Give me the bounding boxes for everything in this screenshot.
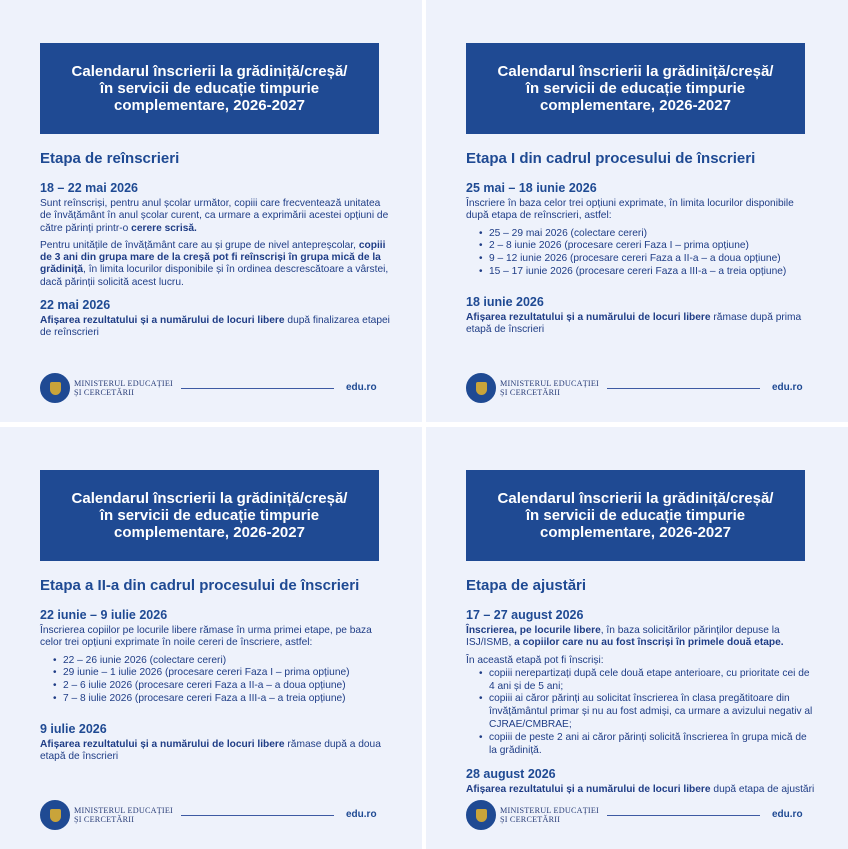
ministry-line-1: MINISTERUL EDUCAȚIEI xyxy=(74,379,173,388)
period-date: 17 – 27 august 2026 xyxy=(466,608,584,622)
description-bold-2: a copiilor care nu au fost înscriși în primele două etape. xyxy=(514,637,784,649)
stage-title: Etapa I din cadrul procesului de înscrieri xyxy=(466,150,756,167)
footer-divider xyxy=(607,815,760,816)
banner-line-3: complementare, 2026-2027 xyxy=(540,97,731,114)
card-etapa-2 xyxy=(0,427,422,849)
description-bold: cerere scrisă. xyxy=(131,222,197,234)
ministry-name xyxy=(74,807,173,824)
description xyxy=(466,625,816,650)
ministry-name xyxy=(500,380,599,397)
result-rest: după etapa de ajustări xyxy=(710,784,815,796)
eligibility-list xyxy=(466,668,816,758)
period-date: 18 – 22 mai 2026 xyxy=(40,181,138,195)
description-2-bold: copiii de 3 ani din grupa mare de la creșă pot fi reînscriși în grupa mică de la grădiniță xyxy=(40,239,386,276)
result-text xyxy=(466,312,816,337)
period-date: 25 mai – 18 iunie 2026 xyxy=(466,181,597,195)
footer-divider xyxy=(181,388,334,389)
ministry-name xyxy=(500,807,599,824)
ministry-line-2: ȘI CERCETĂRII xyxy=(74,387,135,397)
description-2-text: Pentru unitățile de învățământ care au și grupe de nivel antepreșcolar, xyxy=(40,239,359,251)
banner-line-3: complementare, 2026-2027 xyxy=(114,524,305,541)
banner-line-3: complementare, 2026-2027 xyxy=(114,97,305,114)
result-date: 22 mai 2026 xyxy=(40,298,111,313)
footer-divider xyxy=(181,815,334,816)
result-bold: Afișarea rezultatului și a numărului de locuri libere xyxy=(466,311,711,323)
card-footer xyxy=(466,373,806,407)
banner-line-2: în servicii de educație timpurie xyxy=(525,507,746,524)
card-footer xyxy=(466,800,806,834)
banner-line-1: Calendarul înscrierii la grădiniță/creșă/ xyxy=(71,63,348,80)
list-item: • 25 – 29 mai 2026 (colectare cereri) xyxy=(480,228,816,241)
site-link[interactable]: edu.ro xyxy=(346,382,377,393)
card-banner xyxy=(40,470,379,561)
banner-line-3: complementare, 2026-2027 xyxy=(540,524,731,541)
banner-line-2: în servicii de educație timpurie xyxy=(99,80,320,97)
description-text: , în baza solicitărilor părinților depuse la ISJ/ISMB, xyxy=(466,625,780,649)
card-body xyxy=(40,577,390,768)
result-text xyxy=(40,315,390,340)
description-bold: Înscrierea, pe locurile libere xyxy=(466,625,601,636)
list-item: • copiii nerepartizați după cele două etape anterioare, cu prioritate cei de 4 ani și de 5 ani; xyxy=(480,668,816,694)
list-item: • 22 – 26 iunie 2026 (colectare cereri) xyxy=(54,655,390,668)
banner-line-1: Calendarul înscrierii la grădiniță/creșă/ xyxy=(497,490,774,507)
schedule-list xyxy=(466,228,816,279)
result-date: 28 august 2026 xyxy=(466,767,556,782)
card-ajustari xyxy=(426,427,848,849)
site-link[interactable]: edu.ro xyxy=(772,809,803,820)
result-date: 18 iunie 2026 xyxy=(466,294,544,309)
description-2: În această etapă pot fi înscriși: xyxy=(466,654,604,666)
card-body xyxy=(40,150,390,345)
card-etapa-1 xyxy=(426,0,848,422)
ministry-line-2: ȘI CERCETĂRII xyxy=(74,814,135,824)
description: Înscrierea copiilor pe locurile libere rămase în urma primei etape, pe baza celor trei opțiuni exprimate în noile cereri de înscriere, astfel: xyxy=(40,625,372,649)
card-body xyxy=(466,150,816,341)
result-text xyxy=(40,739,390,764)
description-2 xyxy=(40,240,390,289)
banner-line-1: Calendarul înscrierii la grădiniță/creșă/ xyxy=(71,490,348,507)
ministry-line-1: MINISTERUL EDUCAȚIEI xyxy=(74,806,173,815)
card-banner xyxy=(466,470,805,561)
ministry-crest-icon xyxy=(40,373,70,403)
result-bold: Afișarea rezultatului și a numărului de locuri libere xyxy=(40,315,285,327)
ministry-crest-icon xyxy=(466,800,496,830)
footer-divider xyxy=(607,388,760,389)
card-reinscrieri xyxy=(0,0,422,422)
card-footer xyxy=(40,373,380,407)
period-date: 22 iunie – 9 iulie 2026 xyxy=(40,608,168,622)
list-item: • 29 iunie – 1 iulie 2026 (procesare cereri Faza I – prima opțiune) xyxy=(54,667,390,680)
list-item: • 2 – 6 iulie 2026 (procesare cereri Faza a II-a – a doua opțiune) xyxy=(54,680,390,693)
stage-title: Etapa de ajustări xyxy=(466,577,587,594)
card-footer xyxy=(40,800,380,834)
ministry-line-2: ȘI CERCETĂRII xyxy=(500,387,561,397)
result-rest: după finalizarea etapei de reînscrieri xyxy=(40,315,390,339)
description xyxy=(40,198,390,235)
list-item: • copiii ai căror părinți au solicitat înscrierea în clasa pregătitoare din învățământul primar și nu au fost admiși, ca urmare a avizului negativ al CJRAE/CMBRAE; xyxy=(480,693,816,731)
ministry-line-2: ȘI CERCETĂRII xyxy=(500,814,561,824)
card-body xyxy=(466,577,816,802)
ministry-line-1: MINISTERUL EDUCAȚIEI xyxy=(500,379,599,388)
site-link[interactable]: edu.ro xyxy=(772,382,803,393)
schedule-list xyxy=(40,655,390,706)
result-bold: Afișarea rezultatului și a numărului de locuri libere xyxy=(40,738,285,750)
result-text xyxy=(466,784,816,796)
ministry-line-1: MINISTERUL EDUCAȚIEI xyxy=(500,806,599,815)
description-text: Sunt reînscriși, pentru anul școlar următor, copiii care frecventează unitatea de învățământ în anul școlar curent, ca urmare a exprimării acestei opțiuni de către părinți printr-o xyxy=(40,198,389,234)
card-banner xyxy=(466,43,805,134)
result-bold: Afișarea rezultatului și a numărului de locuri libere xyxy=(466,784,711,796)
ministry-crest-icon xyxy=(40,800,70,830)
description-2-end: , în limita locurilor disponibile și în ordinea descrescătoare a vârstei, dacă părinții solicită acest lucru. xyxy=(40,264,389,288)
list-item: • copiii de peste 2 ani ai căror părinți solicită înscrierea în grupa mică de la grădiniță. xyxy=(480,732,816,758)
site-link[interactable]: edu.ro xyxy=(346,809,377,820)
result-rest: rămase după a doua etapă de înscrieri xyxy=(40,738,381,763)
ministry-name xyxy=(74,380,173,397)
result-date: 9 iulie 2026 xyxy=(40,721,107,736)
banner-line-1: Calendarul înscrierii la grădiniță/creșă/ xyxy=(497,63,774,80)
stage-title: Etapa a II-a din cadrul procesului de înscrieri xyxy=(40,577,360,594)
banner-line-2: în servicii de educație timpurie xyxy=(99,507,320,524)
list-item: • 7 – 8 iulie 2026 (procesare cereri Faza a III-a – a treia opțiune) xyxy=(54,693,390,706)
card-banner xyxy=(40,43,379,134)
banner-line-2: în servicii de educație timpurie xyxy=(525,80,746,97)
ministry-crest-icon xyxy=(466,373,496,403)
stage-title: Etapa de reînscrieri xyxy=(40,150,180,167)
list-item: • 9 – 12 iunie 2026 (procesare cereri Faza a II-a – a doua opțiune) xyxy=(480,253,816,266)
description: Înscriere în baza celor trei opțiuni exprimate, în limita locurilor disponibile după etapa de reînscrieri, astfel: xyxy=(466,198,794,222)
list-item: • 2 – 8 iunie 2026 (procesare cereri Faza I – prima opțiune) xyxy=(480,240,816,253)
result-rest: rămase după prima etapă de înscrieri xyxy=(466,311,802,336)
list-item: • 15 – 17 iunie 2026 (procesare cereri Faza a III-a – a treia opțiune) xyxy=(480,266,816,279)
